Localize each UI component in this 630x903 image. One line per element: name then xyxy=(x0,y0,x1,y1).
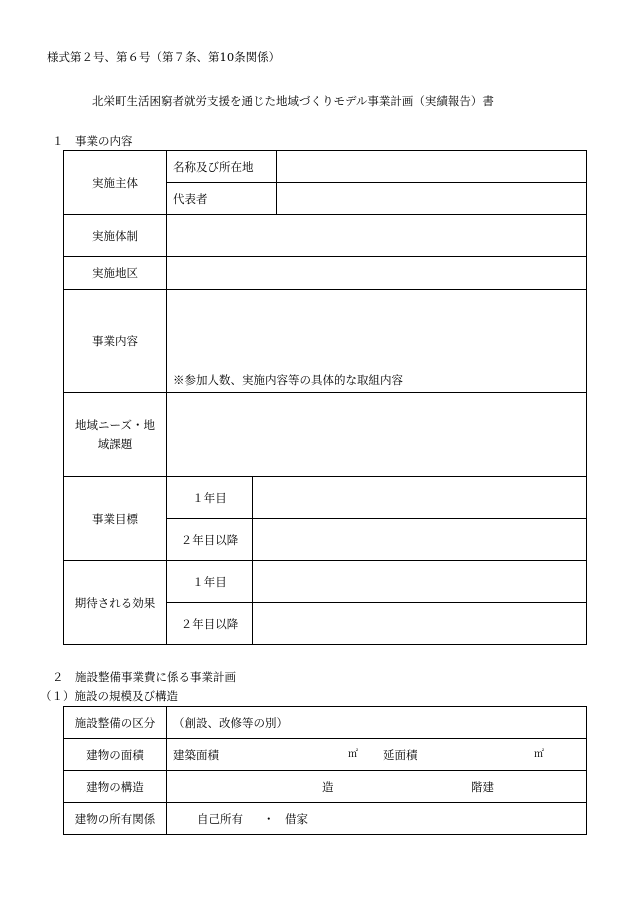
goal-year1-label: １年目 xyxy=(167,477,253,519)
document-title: 北栄町生活困窮者就労支援を通じた地域づくりモデル事業計画（実績報告）書 xyxy=(92,94,494,108)
category-label: 施設整備の区分 xyxy=(64,707,167,739)
effect-label: 期待される効果 xyxy=(64,561,167,645)
name-address-field[interactable] xyxy=(277,151,587,183)
area-label: 実施地区 xyxy=(64,257,167,290)
floor-area-unit: ㎡ xyxy=(534,749,544,760)
content-field[interactable] xyxy=(167,290,587,393)
effect-year1-field[interactable] xyxy=(253,561,587,603)
building-area-text: 建築面積 xyxy=(173,748,219,762)
ownership-field[interactable] xyxy=(167,803,587,835)
system-label: 実施体制 xyxy=(64,215,167,257)
building-area-field[interactable] xyxy=(167,739,587,771)
goal-label: 事業目標 xyxy=(64,477,167,561)
name-address-label: 名称及び所在地 xyxy=(167,151,277,183)
structure-zo: 造 xyxy=(322,780,334,794)
category-field[interactable] xyxy=(167,707,587,739)
structure-field[interactable] xyxy=(167,771,587,803)
goal-year2-label: ２年目以降 xyxy=(167,519,253,561)
effect-year1-label: １年目 xyxy=(167,561,253,603)
implementer-label: 実施主体 xyxy=(64,151,167,215)
structure-label: 建物の構造 xyxy=(64,771,167,803)
representative-label: 代表者 xyxy=(167,183,277,215)
section2-heading: ２ 施設整備事業費に係る事業計画 xyxy=(52,670,236,684)
effect-year2-label: ２年目以降 xyxy=(167,603,253,645)
goal-year1-field[interactable] xyxy=(253,477,587,519)
needs-label: 地域ニーズ・地域課題 xyxy=(64,393,167,477)
representative-field[interactable] xyxy=(277,183,587,215)
structure-floors: 階建 xyxy=(471,780,494,794)
building-area-unit: ㎡ xyxy=(348,749,358,760)
section1-heading: １ 事業の内容 xyxy=(52,134,133,148)
goal-year2-field[interactable] xyxy=(253,519,587,561)
ownership-rent[interactable]: 借家 xyxy=(285,812,308,826)
content-label: 事業内容 xyxy=(64,290,167,393)
form-number: 様式第２号、第６号（第７条、第10条関係） xyxy=(47,50,281,64)
facility-table xyxy=(63,706,587,835)
needs-field[interactable] xyxy=(167,393,587,477)
ownership-label: 建物の所有関係 xyxy=(64,803,167,835)
business-content-table xyxy=(63,150,587,645)
area-field[interactable] xyxy=(167,257,587,290)
section2-sub1: （１）施設の規模及び構造 xyxy=(40,689,178,703)
ownership-own[interactable]: 自己所有 xyxy=(197,812,243,826)
content-note: ※参加人数、実施内容等の具体的な取組内容 xyxy=(173,373,403,387)
ownership-separator: ・ xyxy=(263,812,275,826)
building-area-label: 建物の面積 xyxy=(64,739,167,771)
system-field[interactable] xyxy=(167,215,587,257)
category-note: （創設、改修等の別） xyxy=(173,715,288,730)
floor-area-text: 延面積 xyxy=(383,748,418,762)
effect-year2-field[interactable] xyxy=(253,603,587,645)
